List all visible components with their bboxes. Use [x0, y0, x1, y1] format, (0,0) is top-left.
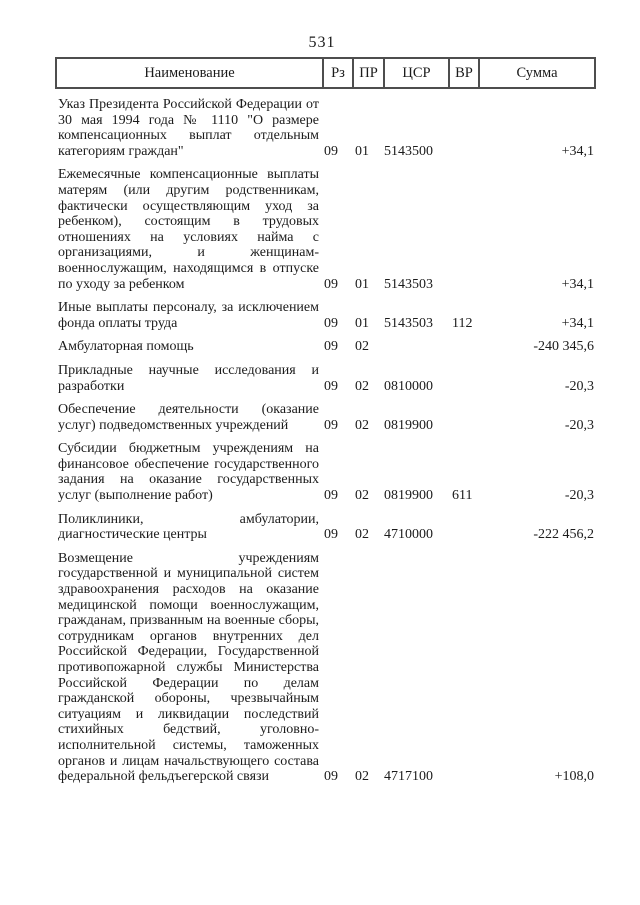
row-name-cell: Возмещение учреждениям государственной и муниципальной систем здравоохранения расходов на оказание медицинской помощи военнослужащим, гражданам, призванным на военные сборы, сотрудникам органов внутренних дел Российской Федерации, Государственной противопожарной службы Министерства Российской Федерации по делам гражданской обороны, чрезвычайным ситуациям и ликвидации последствий стихийных бедствий, уголовно-исполнительной системы, таможенных органов и лицам начальствующего состава федеральной фельдъегерской связи	[58, 550, 319, 785]
row-summa-cell: -240 345,6	[533, 339, 594, 355]
row-pr-cell: 02	[355, 417, 369, 433]
row-csr-cell: 4710000	[384, 527, 433, 543]
row-vr-cell: 112	[452, 315, 473, 331]
column-header-csr: ЦСР	[384, 58, 449, 88]
row-summa-cell: -20,3	[564, 378, 594, 394]
row-vr-cell	[449, 543, 479, 785]
row-summa-cell: +108,0	[554, 769, 594, 785]
row-csr-cell: 5143500	[384, 143, 433, 159]
row-rz-cell: 09	[324, 276, 338, 292]
row-pr-cell: 01	[355, 276, 369, 292]
table-row	[56, 88, 595, 159]
table-row	[56, 355, 595, 394]
row-vr-cell	[449, 159, 479, 292]
row-summa-cell: +34,1	[561, 143, 594, 159]
row-summa-cell: +34,1	[561, 276, 594, 292]
row-name-cell: Субсидии бюджетным учреждениям на финансовое обеспечение государственного задания на оказание государственных услуг (выполнение работ)	[58, 441, 319, 504]
row-vr-cell	[449, 394, 479, 433]
row-rz-cell: 09	[324, 527, 338, 543]
row-pr-cell: 02	[355, 378, 369, 394]
table-header	[56, 58, 595, 88]
row-rz-cell: 09	[324, 769, 338, 785]
table-row	[56, 394, 595, 433]
row-csr-cell: 0819900	[384, 417, 433, 433]
row-vr-cell	[449, 355, 479, 394]
row-csr-cell: 5143503	[384, 276, 433, 292]
row-name-cell: Иные выплаты персоналу, за исключением фонда оплаты труда	[58, 300, 319, 331]
row-rz-cell: 09	[324, 417, 338, 433]
row-summa-cell: -20,3	[564, 417, 594, 433]
row-vr-cell	[449, 331, 479, 355]
column-header-pr: ПР	[353, 58, 384, 88]
page-number: 531	[308, 34, 336, 51]
row-pr-cell: 02	[355, 527, 369, 543]
row-csr-cell: 0819900	[384, 488, 433, 504]
row-csr-cell: 4717100	[384, 769, 433, 785]
row-csr-cell: 5143503	[384, 315, 433, 331]
row-name-cell: Ежемесячные компенсационные выплаты матерям (или другим родственникам, фактически осуществляющим уход за ребенком), состоящим в трудовых отношениях на условиях найма с организациями, и женщинам-военнослужащим, находящимся в отпуске по уходу за ребенком	[58, 167, 319, 292]
table-row	[56, 543, 595, 785]
table-row	[56, 433, 595, 503]
row-pr-cell: 01	[355, 315, 369, 331]
row-vr-cell	[449, 504, 479, 543]
row-pr-cell: 02	[355, 339, 369, 355]
row-name-cell: Прикладные научные исследования и разработки	[58, 362, 319, 394]
row-name-cell: Поликлиники, амбулатории, диагностические центры	[58, 511, 319, 543]
table-row	[56, 292, 595, 331]
row-name-cell: Обеспечение деятельности (оказание услуг) подведомственных учреждений	[58, 402, 319, 433]
table-row	[56, 331, 595, 355]
row-rz-cell: 09	[324, 315, 338, 331]
row-name-cell: Указ Президента Российской Федерации от 30 мая 1994 года № 1110 "О размере компенсационных выплат отдельным категориям граждан"	[58, 97, 319, 159]
row-summa-cell: +34,1	[561, 315, 594, 331]
column-header-name: Наименование	[56, 58, 323, 88]
row-summa-cell: -20,3	[564, 488, 594, 504]
row-csr-cell	[384, 331, 449, 355]
column-header-summa: Сумма	[479, 58, 595, 88]
row-rz-cell: 09	[324, 339, 338, 355]
row-csr-cell: 0810000	[384, 378, 433, 394]
row-name-cell: Амбулаторная помощь	[58, 339, 194, 355]
row-rz-cell: 09	[324, 143, 338, 159]
budget-table	[55, 57, 596, 785]
row-rz-cell: 09	[324, 488, 338, 504]
row-pr-cell: 02	[355, 769, 369, 785]
row-rz-cell: 09	[324, 378, 338, 394]
table-row	[56, 159, 595, 292]
column-header-rz: Рз	[323, 58, 353, 88]
row-pr-cell: 01	[355, 143, 369, 159]
table-row	[56, 504, 595, 543]
table-header-row	[56, 58, 595, 88]
row-vr-cell	[449, 88, 479, 159]
row-pr-cell: 02	[355, 488, 369, 504]
column-header-vr: ВР	[449, 58, 479, 88]
row-vr-cell: 611	[452, 488, 473, 504]
row-summa-cell: -222 456,2	[533, 527, 594, 543]
table-body	[56, 88, 595, 785]
